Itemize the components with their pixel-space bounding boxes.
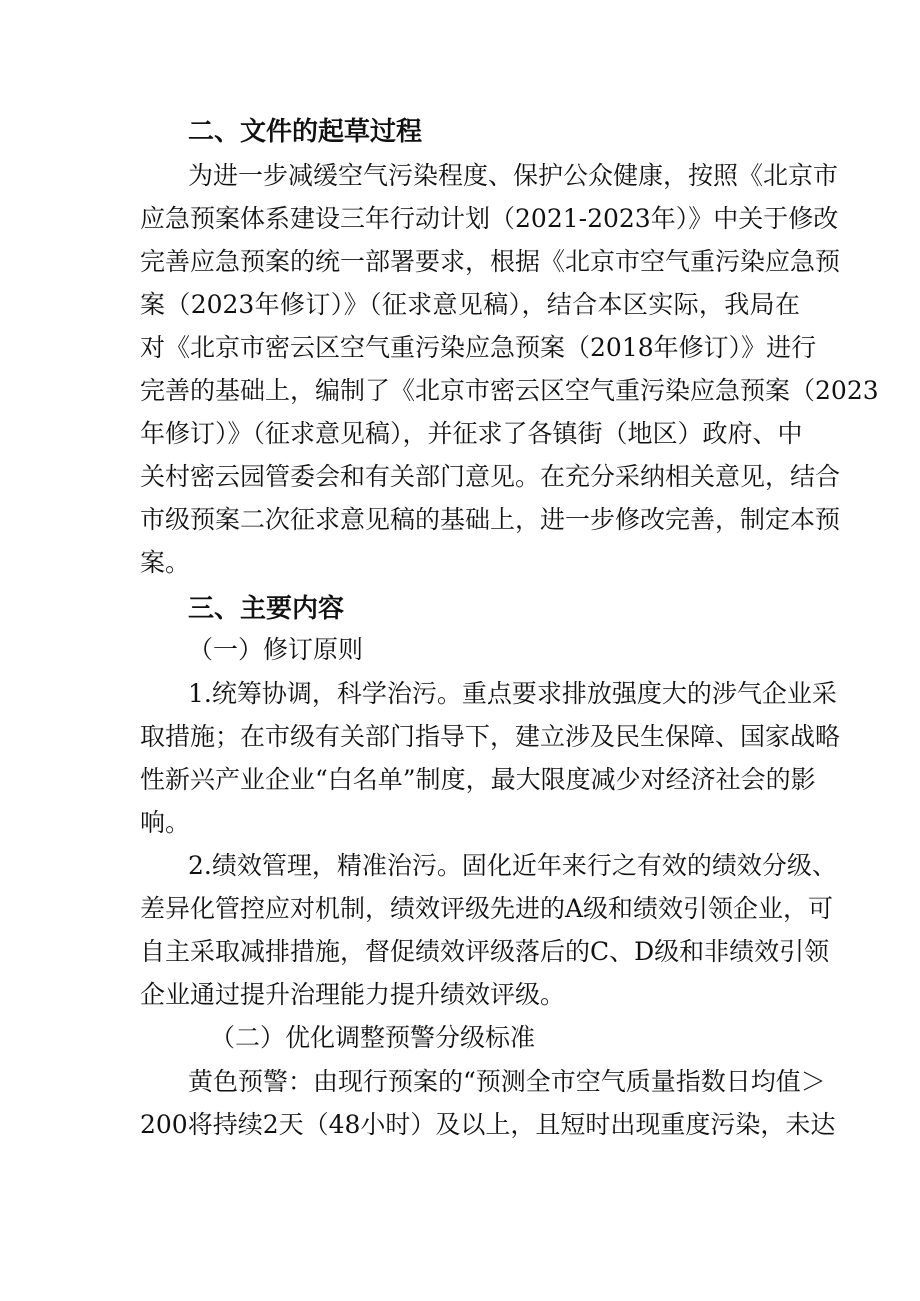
paragraph-line: 应急预案体系建设三年行动计划（2021-2023年）》中关于修改 bbox=[140, 204, 839, 233]
paragraph-line: 黄色预警：由现行预案的“预测全市空气质量指数日均值＞ bbox=[188, 1067, 826, 1096]
subsection-title-revision-principles: （一）修订原则 bbox=[188, 635, 364, 664]
paragraph-line: 企业通过提升治理能力提升绩效评级。 bbox=[140, 980, 566, 1009]
paragraph-line: 为进一步减缓空气污染程度、保护公众健康，按照《北京市 bbox=[188, 161, 839, 190]
paragraph-line: 完善的基础上，编制了《北京市密云区空气重污染应急预案（2023 bbox=[140, 376, 879, 405]
paragraph-line: 自主采取减排措施，督促绩效评级落后的C、D级和非绩效引领 bbox=[140, 937, 830, 966]
paragraph-line: 取措施；在市级有关部门指导下，建立涉及民生保障、国家战略 bbox=[140, 722, 841, 751]
paragraph-line: 性新兴产业企业“白名单”制度，最大限度减少对经济社会的影 bbox=[140, 765, 816, 794]
paragraph-line: 案。 bbox=[140, 548, 191, 577]
subsection-title-warning-standards: （二）优化调整预警分级标准 bbox=[210, 1023, 536, 1052]
paragraph-line: 响。 bbox=[140, 808, 191, 837]
paragraph-line: 200将持续2天（48小时）及以上，且短时出现重度污染，未达 bbox=[140, 1110, 836, 1139]
section-heading-drafting-process: 二、文件的起草过程 bbox=[188, 117, 423, 147]
paragraph-line: 对《北京市密云区空气重污染应急预案（2018年修订）》进行 bbox=[140, 333, 817, 362]
paragraph-line: 1.统筹协调，科学治污。重点要求排放强度大的涉气企业采 bbox=[188, 679, 837, 708]
paragraph-line: 关村密云园管委会和有关部门意见。在充分采纳相关意见，结合 bbox=[140, 462, 841, 491]
paragraph-line: 完善应急预案的统一部署要求，根据《北京市空气重污染应急预 bbox=[140, 247, 841, 276]
paragraph-line: 市级预案二次征求意见稿的基础上，进一步修改完善，制定本预 bbox=[140, 505, 841, 534]
paragraph-line: 2.绩效管理，精准治污。固化近年来行之有效的绩效分级、 bbox=[188, 851, 837, 880]
paragraph-line: 年修订）》（征求意见稿），并征求了各镇街（地区）政府、中 bbox=[140, 419, 803, 448]
paragraph-line: 案（2023年修订）》（征求意见稿），结合本区实际，我局在 bbox=[140, 290, 800, 319]
paragraph-line: 差异化管控应对机制，绩效评级先进的A级和绩效引领企业，可 bbox=[140, 894, 834, 923]
section-heading-main-content: 三、主要内容 bbox=[188, 594, 345, 624]
